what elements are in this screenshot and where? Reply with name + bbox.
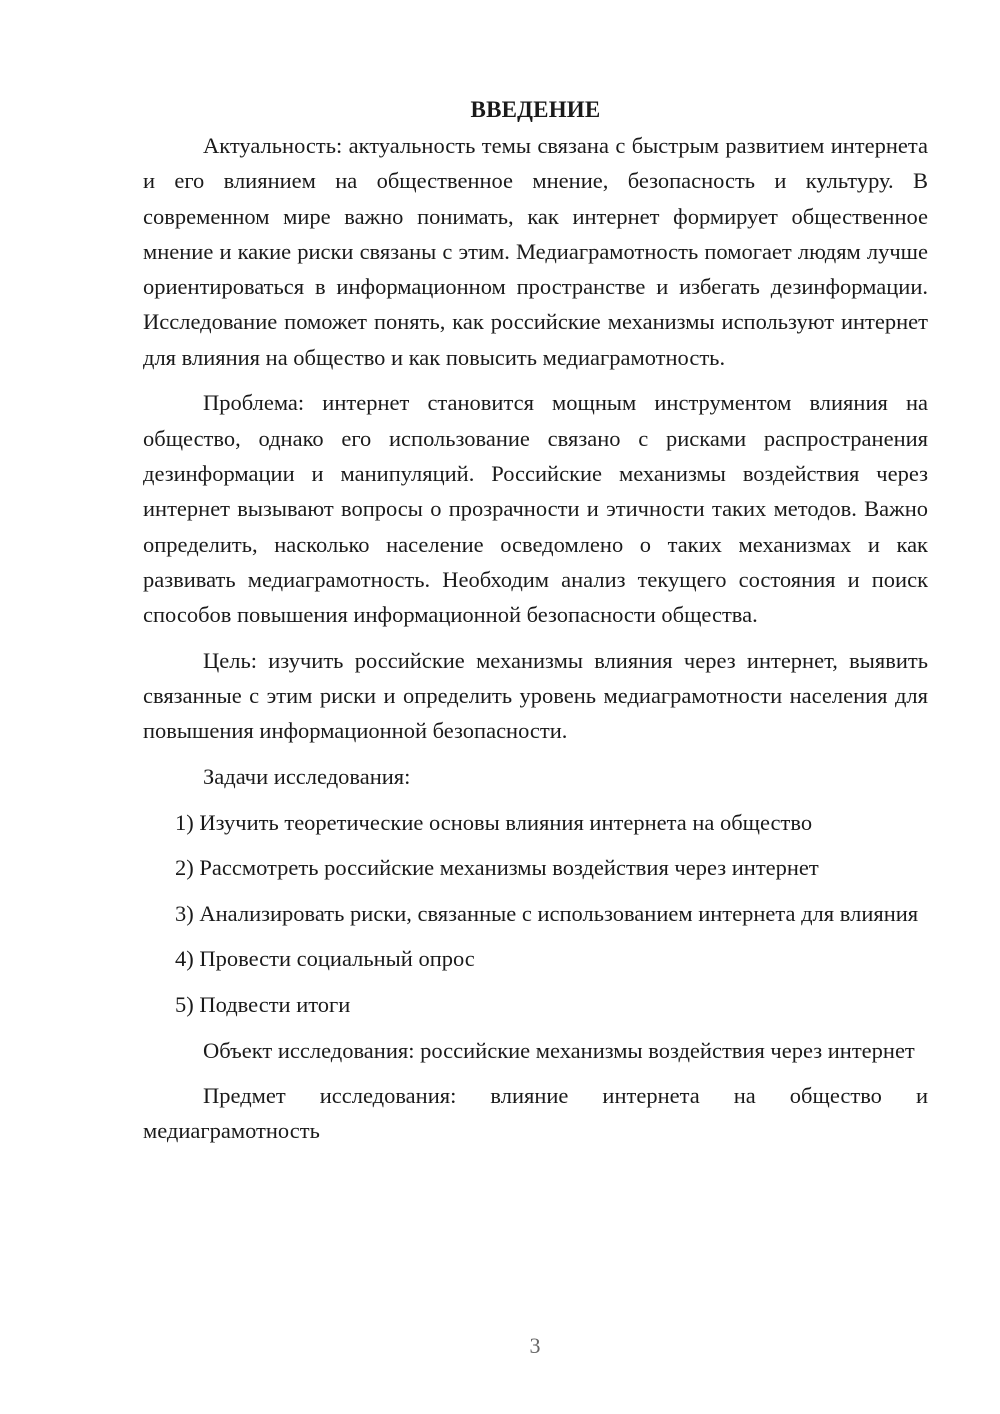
task-item-2: 2) Рассмотреть российские механизмы воздействия через интернет bbox=[175, 855, 819, 881]
page-number: 3 bbox=[529, 1333, 541, 1358]
section-title: ВВЕДЕНИЕ bbox=[470, 97, 601, 122]
goal-paragraph: Цель: изучить российские механизмы влияния через интернет, выявить связанные с этим риски и определить уровень медиаграмотности населения для повышения информационной безопасности. bbox=[143, 647, 928, 744]
task-item-4: 4) Провести социальный опрос bbox=[175, 946, 475, 972]
page-content bbox=[143, 92, 928, 1159]
research-subject-paragraph: Предмет исследования: влияние интернета на общество и медиаграмотность bbox=[143, 1083, 928, 1144]
task-item-5: 5) Подвести итоги bbox=[175, 991, 351, 1017]
problem-paragraph: Проблема: интернет становится мощным инструментом влияния на общество, однако его использование связано с рисками распространения дезинформации и манипуляций. Российские механизмы воздействия через интернет вызывают вопросы о прозрачности и этичности таких методов. Важно определить, насколько население осведомлено о таких механизмах и как развивать медиаграмотность. Необходим анализ текущего состояния и поиск способов повышения информационной безопасности общества. bbox=[143, 390, 928, 628]
relevance-paragraph: Актуальность: актуальность темы связана с быстрым развитием интернета и его влиянием на общественное мнение, безопасность и культуру. В современном мире важно понимать, как интернет формирует общественное мнение и какие риски связаны с этим. Медиаграмотность помогает людям лучше ориентироваться в информационном пространстве и избегать дезинформации. Исследование поможет понять, как российские механизмы используют интернет для влияния на общество и как повысить медиаграмотность. bbox=[143, 133, 928, 370]
task-item-1: 1) Изучить теоретические основы влияния интернета на общество bbox=[175, 809, 813, 835]
task-item-3: 3) Анализировать риски, связанные с использованием интернета для влияния bbox=[175, 900, 919, 926]
research-object-paragraph: Объект исследования: российские механизмы воздействия через интернет bbox=[203, 1037, 915, 1063]
tasks-heading: Задачи исследования: bbox=[203, 763, 411, 789]
